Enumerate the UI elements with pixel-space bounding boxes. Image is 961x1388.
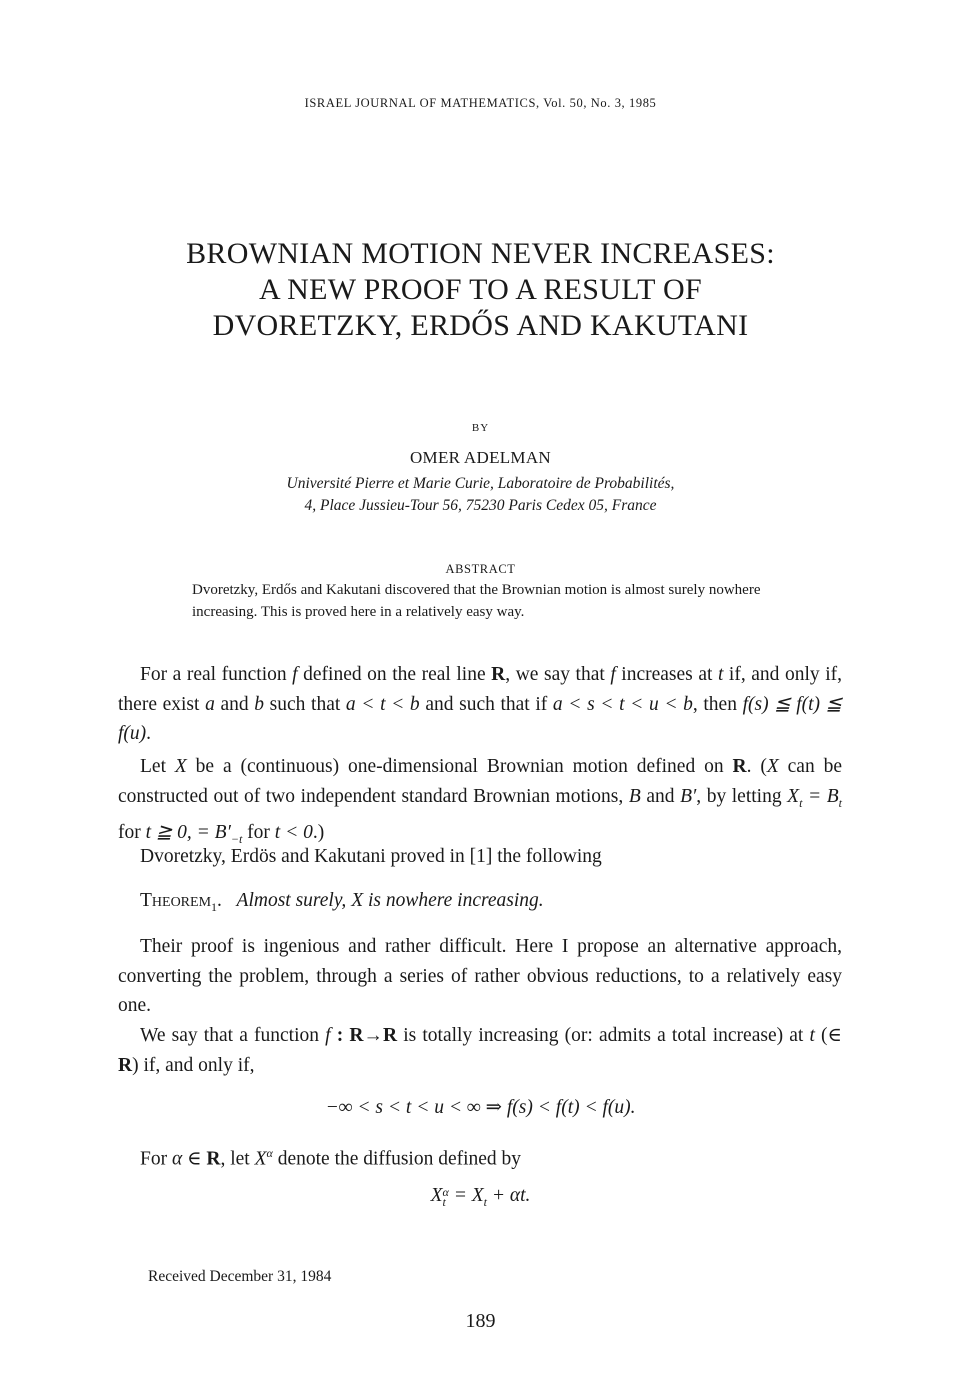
math-reals: R xyxy=(732,756,747,777)
title-line-3: DVORETZKY, ERDŐS AND KAKUTANI xyxy=(212,309,749,342)
math-inequality: a < t < b xyxy=(345,693,420,715)
text: is totally increasing (or: admits a total increase) at xyxy=(397,1025,810,1046)
paragraph-proof-approach: Their proof is ingenious and rather difficult. Here I propose an alternative approach, converting the problem, through a series of rather obvious reductions, to a relatively easy one. xyxy=(118,936,842,1016)
math-inequality: a < s < t < u < b xyxy=(552,693,693,715)
math-X: X xyxy=(787,785,800,807)
math-superscript: α xyxy=(442,1184,449,1199)
text: For xyxy=(140,1148,172,1170)
theorem-text: Almost surely, xyxy=(236,890,352,911)
equation-total-increase: −∞ < s < t < u < ∞ ⇒ f(s) < f(t) < f(u). xyxy=(325,1097,636,1118)
title-line-2: A NEW PROOF TO A RESULT OF xyxy=(259,273,702,306)
math-f: f xyxy=(325,1025,331,1046)
math-X: X xyxy=(174,756,187,777)
math-condition: t < 0 xyxy=(274,821,313,843)
text: for xyxy=(118,821,146,843)
math-alpha-in: α ∈ xyxy=(171,1148,207,1170)
text: . ( xyxy=(746,756,767,777)
text: , let xyxy=(220,1148,255,1170)
text: denote the diffusion defined by xyxy=(272,1148,522,1170)
math-superscript: α xyxy=(266,1146,273,1160)
author-name: OMER ADELMAN xyxy=(409,448,552,467)
math-subscript: t xyxy=(483,1194,487,1209)
math-f: f xyxy=(292,664,298,685)
text: be a (continuous) one-dimensional Brownian motion defined on xyxy=(186,756,733,777)
text: such that xyxy=(264,693,346,715)
text: , we say that xyxy=(505,664,611,685)
text: .) xyxy=(312,821,325,843)
math-b: b xyxy=(254,693,265,715)
paragraph-total-increase xyxy=(118,1021,842,1080)
abstract-heading: ABSTRACT xyxy=(445,562,516,576)
math-equals-B: = B xyxy=(802,785,839,807)
math-inequality: f(s) ≦ f(t) ≦ f(u) xyxy=(118,693,842,744)
math-reals: R xyxy=(491,664,506,685)
math-reals: R xyxy=(118,1054,133,1076)
text: if, and only if, there exist xyxy=(118,664,842,715)
math-t: t xyxy=(809,1025,815,1046)
paper-title xyxy=(0,236,961,344)
text: Let xyxy=(140,756,175,777)
text: and such that if xyxy=(419,693,553,715)
text: and xyxy=(214,693,255,715)
text: For a real function xyxy=(140,664,293,685)
math-X: X xyxy=(351,890,364,911)
math-X: X xyxy=(254,1148,267,1170)
paragraph-intro-theorem: Dvoretzky, Erdös and Kakutani proved in [1] the following xyxy=(140,846,602,867)
text: . xyxy=(146,723,152,744)
math-subscript: t xyxy=(799,795,803,810)
math-map: : R→R xyxy=(330,1025,398,1046)
math-t: t xyxy=(717,664,724,685)
abstract-text: Dvoretzky, Erdős and Kakutani discovered that the Brownian motion is almost surely nowhere increasing. This is proved here in a relatively easy way. xyxy=(192,582,761,620)
text: for xyxy=(242,821,275,843)
math-condition: t ≧ 0, = B′ xyxy=(145,821,231,843)
math-B-prime: B′ xyxy=(680,785,697,807)
received-date: Received December 31, 1984 xyxy=(148,1268,332,1285)
theorem-number: 1 xyxy=(211,899,218,914)
paragraph-diffusion xyxy=(118,1139,842,1174)
math-drift: + αt. xyxy=(486,1185,531,1206)
text: defined on the real line xyxy=(297,664,492,685)
author-affiliation xyxy=(0,473,961,517)
text: can be constructed out of two independent standard Brownian motions, xyxy=(118,756,842,807)
title-line-1: BROWNIAN MOTION NEVER INCREASES: xyxy=(186,237,775,270)
math-X: X xyxy=(766,756,779,777)
math-X: X xyxy=(430,1185,443,1206)
page-number: 189 xyxy=(465,1310,496,1332)
math-B: B xyxy=(628,785,641,807)
math-subscript: t xyxy=(838,795,842,810)
text: We say that a function xyxy=(140,1025,326,1046)
math-a: a xyxy=(205,693,215,715)
text: . xyxy=(217,890,222,911)
math-equals-X: = X xyxy=(448,1185,484,1206)
paragraph-definition-increase xyxy=(118,660,842,749)
paragraph-brownian-motion xyxy=(118,752,842,854)
text: (∈ xyxy=(814,1025,842,1046)
theorem-statement xyxy=(118,886,842,922)
text: , by letting xyxy=(696,785,788,807)
theorem-text: is nowhere increasing. xyxy=(363,890,544,911)
theorem-label: Theorem xyxy=(140,890,212,911)
text: ) if, and only if, xyxy=(132,1054,255,1076)
affiliation-line-1: Université Pierre et Marie Curie, Laboratoire de Probabilités, xyxy=(286,475,675,492)
equation-diffusion xyxy=(0,1185,961,1210)
journal-header: ISRAEL JOURNAL OF MATHEMATICS, Vol. 50, No. 3, 1985 xyxy=(304,96,657,110)
math-subscript: −t xyxy=(230,831,243,846)
math-reals: R xyxy=(206,1148,221,1170)
by-label: BY xyxy=(471,422,490,434)
math-f: f xyxy=(610,664,616,685)
affiliation-line-2: 4, Place Jussieu-Tour 56, 75230 Paris Cedex 05, France xyxy=(304,497,657,514)
text: , then xyxy=(692,693,743,715)
text: increases at xyxy=(615,664,718,685)
text: and xyxy=(640,785,681,807)
math-subscript: t xyxy=(442,1194,446,1209)
